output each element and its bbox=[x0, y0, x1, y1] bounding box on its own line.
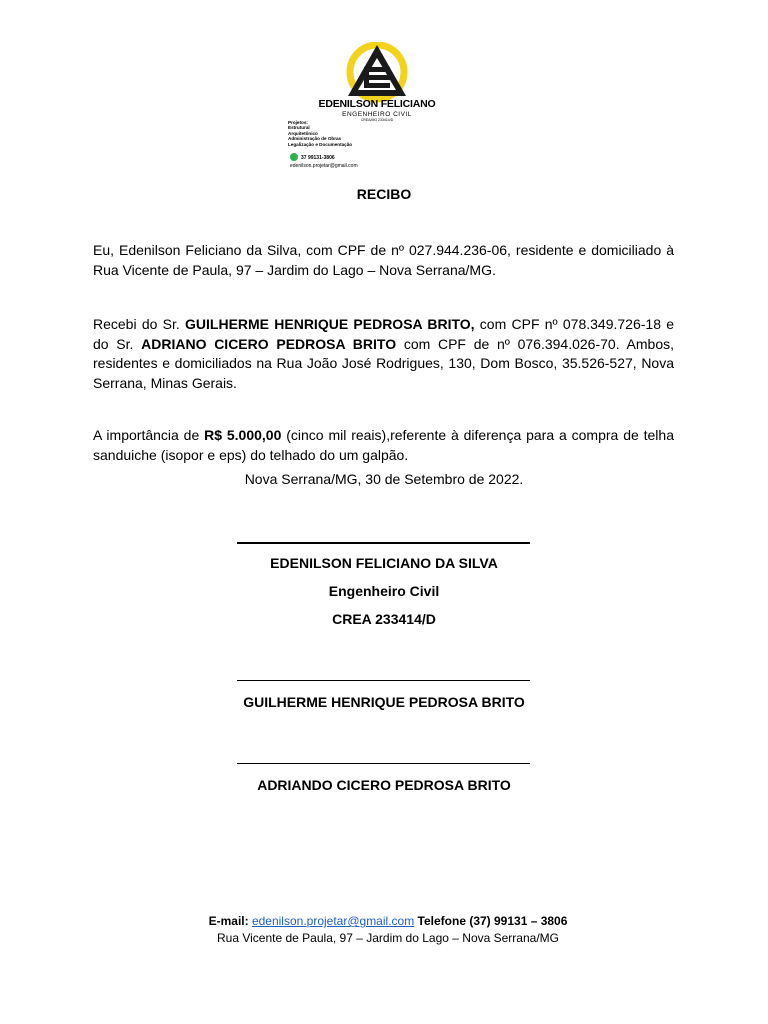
signer-1-name: EDENILSON FELICIANO DA SILVA bbox=[270, 555, 498, 571]
text-run: A importância de bbox=[93, 427, 205, 443]
signature-line-3 bbox=[237, 763, 530, 764]
payer-name-1: GUILHERME HENRIQUE PEDROSA BRITO, bbox=[185, 316, 475, 332]
logo-projects-list bbox=[288, 120, 408, 147]
company-logo bbox=[288, 42, 466, 174]
logo-phone-text: 37 99131-3806 bbox=[301, 155, 335, 161]
footer-email-link[interactable]: edenilson.projetar@gmail.com bbox=[251, 914, 415, 928]
document-title: RECIBO bbox=[356, 186, 412, 202]
signer-1-role: Engenheiro Civil bbox=[328, 583, 440, 599]
footer-contact bbox=[0, 914, 768, 928]
logo-project-item: Legalização e Documentação bbox=[288, 141, 353, 147]
logo-project-item: Estrutural bbox=[288, 125, 310, 131]
whatsapp-icon bbox=[290, 153, 298, 161]
footer-address: Rua Vicente de Paula, 97 – Jardim do Lago – Nova Serrana/MG bbox=[217, 931, 559, 945]
text-run: (cinco mil reais),referente à diferença para a compra de telha sanduiche (isopor e eps) do telhado do um galpão. bbox=[93, 427, 674, 463]
signer-1-crea: CREA 233414/D bbox=[332, 611, 436, 627]
paragraph-amount bbox=[93, 426, 674, 465]
paragraph-issuer: Eu, Edenilson Feliciano da Silva, com CPF de nº 027.944.236-06, residente e domiciliado à Rua Vicente de Paula, 97 – Jardim do Lago – Nova Serrana/MG. bbox=[93, 242, 674, 278]
logo-email: edenilson.projetar@gmail.com bbox=[290, 163, 358, 169]
logo-project-item: Administração de Obras bbox=[288, 136, 342, 142]
footer-email-label: E-mail: bbox=[208, 914, 252, 928]
text-run: Recebi do Sr. bbox=[93, 316, 186, 332]
text-run: com CPF nº 078.349.726-18 e do Sr. bbox=[93, 316, 675, 352]
logo-project-item: Projetos: bbox=[288, 120, 308, 125]
logo-project-item: Arquitetônico bbox=[288, 130, 318, 136]
logo-crea: CREA/MG 233414/D bbox=[360, 118, 394, 122]
document-date: Nova Serrana/MG, 30 de Setembro de 2022. bbox=[244, 471, 524, 487]
logo-phone bbox=[290, 153, 335, 161]
logo-subtitle: ENGENHEIRO CIVIL bbox=[342, 111, 412, 118]
logo-name: EDENILSON FELICIANO bbox=[318, 98, 436, 110]
signer-2-name: GUILHERME HENRIQUE PEDROSA BRITO bbox=[243, 694, 525, 710]
signature-line-2 bbox=[237, 680, 530, 681]
text-run: com CPF de nº 076.394.026-70. Ambos, residentes e domiciliados na Rua João José Rodrigues, 130, Dom Bosco, 35.526-527, Nova Serrana, Minas Gerais. bbox=[93, 335, 674, 391]
payer-name-2: ADRIANO CICERO PEDROSA BRITO bbox=[141, 335, 397, 352]
footer-phone: Telefone (37) 99131 – 3806 bbox=[414, 914, 568, 928]
signer-3-name: ADRIANDO CICERO PEDROSA BRITO bbox=[257, 777, 511, 793]
paragraph-payers bbox=[93, 315, 674, 393]
amount: R$ 5.000,00 bbox=[204, 427, 282, 443]
signature-line-1 bbox=[237, 542, 530, 544]
